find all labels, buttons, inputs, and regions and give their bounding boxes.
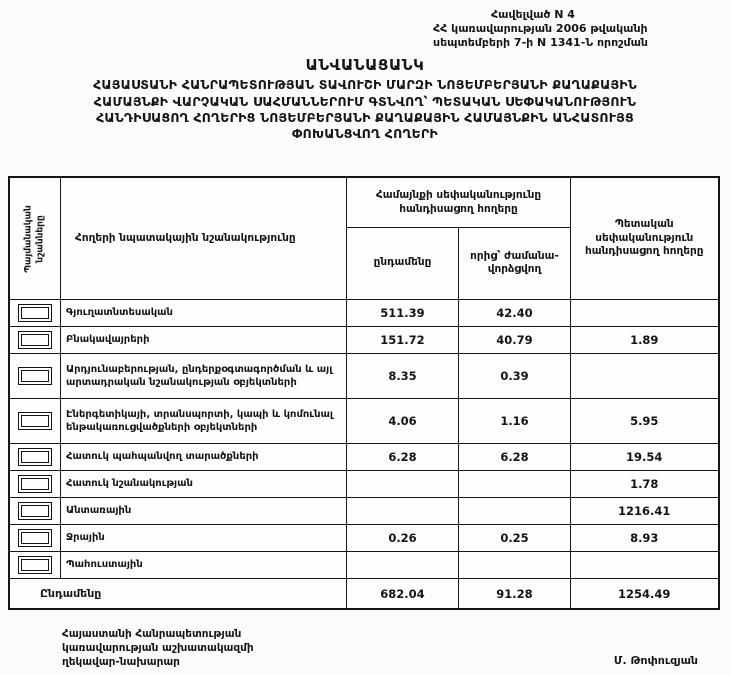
community-total-header: ընդամենը bbox=[347, 227, 459, 299]
purpose-cell: Արդյունաբերության, ընդերքօգտագործման և այլ արտադրական նշանակության օբյեկտների bbox=[61, 353, 347, 398]
community-leased-cell bbox=[459, 551, 571, 578]
signs-column-header-wrap bbox=[13, 181, 57, 297]
annex-line: սեպտեմբերի 7-ի N 1341-Ն որոշման bbox=[433, 35, 648, 49]
subtitle-line: ՀԱՄԱՅՆՔԻ ՎԱՐՉԱԿԱՆ ՍԱՀՄԱՆՆԵՐՈՒՄ ԳՏՆՎՈՂ՝ ՊԵՏԱԿԱՆ ՍԵՓԱԿԱՆՈՒԹՅՈՒՆ bbox=[93, 93, 637, 109]
subtitle-line: ՀԱՆԴԻՍԱՑՈՂ ՀՈՂԵՐԻՑ ՆՈՅԵՄԲԵՐՅԱՆԻ ՔԱՂԱՔԱՅԻՆ ՀԱՄԱՅՆՔԻՆ ԱՆՀԱՏՈՒՅՑ bbox=[96, 109, 634, 125]
state-cell: 1.89 bbox=[571, 326, 719, 353]
subtitle-line: ՓՈԽԱՆՑՎՈՂ ՀՈՂԵՐԻ bbox=[292, 126, 438, 141]
conventional-sign-box bbox=[21, 505, 49, 517]
community-total-cell: 6.28 bbox=[347, 443, 459, 470]
community-leased-cell: 6.28 bbox=[459, 443, 571, 470]
purpose-cell: Գյուղատնտեսական bbox=[61, 299, 347, 326]
conventional-sign-box bbox=[21, 415, 49, 427]
community-total-cell: 0.26 bbox=[347, 524, 459, 551]
purpose-cell: Հատուկ պահպանվող տարածքների bbox=[61, 443, 347, 470]
community-total-cell bbox=[347, 551, 459, 578]
state-cell: 1.78 bbox=[571, 470, 719, 497]
community-total-cell: 511.39 bbox=[347, 299, 459, 326]
signs-column-header-label: Պայմանական նշանները bbox=[23, 204, 45, 273]
community-leased-cell: 0.25 bbox=[459, 524, 571, 551]
community-leased-cell: 40.79 bbox=[459, 326, 571, 353]
sign-cell bbox=[9, 299, 61, 326]
signs-column-header bbox=[9, 177, 61, 299]
total-community-total-cell: 682.04 bbox=[347, 578, 459, 609]
community-total-cell bbox=[347, 497, 459, 524]
conventional-sign-box bbox=[21, 370, 49, 382]
document-title: ԱՆՎԱՆԱՑԱՆԿ bbox=[305, 56, 425, 75]
annex-note bbox=[433, 8, 730, 49]
total-row bbox=[9, 578, 719, 609]
table-row bbox=[9, 398, 719, 443]
community-leased-cell: 0.39 bbox=[459, 353, 571, 398]
purpose-cell: Էներգետիկայի, տրանսպորտի, կապի և կոմունալ ենթակառուցվածքների օբյեկտների bbox=[61, 398, 347, 443]
total-label: Ընդամենը bbox=[9, 578, 347, 609]
conventional-sign-box bbox=[21, 478, 49, 490]
community-leased-header: որից՝ ժամանա-վորձցվող bbox=[459, 227, 571, 299]
state-cell: 5.95 bbox=[571, 398, 719, 443]
table-row bbox=[9, 299, 719, 326]
community-leased-cell bbox=[459, 470, 571, 497]
sign-cell bbox=[9, 524, 61, 551]
total-community-leased-cell: 91.28 bbox=[459, 578, 571, 609]
table-row bbox=[9, 443, 719, 470]
signatory-name: Մ. Թոփուզյան bbox=[613, 653, 698, 667]
footer bbox=[62, 628, 698, 669]
sign-cell bbox=[9, 470, 61, 497]
signatory-title-line: Հայաստանի Հանրապետության bbox=[62, 628, 242, 641]
sign-cell bbox=[9, 551, 61, 578]
purpose-cell: Անտառային bbox=[61, 497, 347, 524]
table-row bbox=[9, 497, 719, 524]
state-cell: 19.54 bbox=[571, 443, 719, 470]
signatory-title bbox=[62, 628, 254, 669]
community-leased-cell: 42.40 bbox=[459, 299, 571, 326]
community-leased-cell: 1.16 bbox=[459, 398, 571, 443]
total-state-cell: 1254.49 bbox=[571, 578, 719, 609]
community-total-cell: 4.06 bbox=[347, 398, 459, 443]
sign-cell bbox=[9, 497, 61, 524]
table-row bbox=[9, 524, 719, 551]
community-group-header: Համայնքի սեփականությունը հանդիսացող հողերը bbox=[347, 177, 571, 227]
sign-cell bbox=[9, 443, 61, 470]
table-row bbox=[9, 353, 719, 398]
state-cell bbox=[571, 299, 719, 326]
land-transfer-table bbox=[8, 176, 720, 610]
sign-cell bbox=[9, 326, 61, 353]
purpose-column-header: Հողերի նպատակային նշանակությունը bbox=[61, 177, 347, 299]
purpose-cell: Հատուկ նշանակության bbox=[61, 470, 347, 497]
community-total-cell bbox=[347, 470, 459, 497]
state-cell bbox=[571, 551, 719, 578]
community-total-cell: 151.72 bbox=[347, 326, 459, 353]
state-cell: 1216.41 bbox=[571, 497, 719, 524]
state-cell: 8.93 bbox=[571, 524, 719, 551]
table-row bbox=[9, 551, 719, 578]
annex-line: Հավելված N 4 bbox=[491, 8, 575, 21]
conventional-sign-box bbox=[21, 307, 49, 319]
annex-line: ՀՀ կառավարության 2006 թվականի bbox=[433, 21, 648, 35]
table-row bbox=[9, 470, 719, 497]
document-subtitle bbox=[0, 77, 730, 142]
table-row bbox=[9, 326, 719, 353]
purpose-cell: Բնակավայրերի bbox=[61, 326, 347, 353]
state-cell bbox=[571, 353, 719, 398]
sign-cell bbox=[9, 353, 61, 398]
community-total-cell: 8.35 bbox=[347, 353, 459, 398]
purpose-cell: Ջրային bbox=[61, 524, 347, 551]
conventional-sign-box bbox=[21, 451, 49, 463]
conventional-sign-box bbox=[21, 334, 49, 346]
conventional-sign-box bbox=[21, 559, 49, 571]
title-block bbox=[0, 56, 730, 142]
conventional-sign-box bbox=[21, 532, 49, 544]
purpose-cell: Պահուստային bbox=[61, 551, 347, 578]
signatory-title-line: ղեկավար-նախարար bbox=[62, 655, 180, 668]
state-column-header: Պետական սեփականություն հանդիսացող հողերը bbox=[571, 177, 719, 299]
subtitle-line: ՀԱՅԱՍՏԱՆԻ ՀԱՆՐԱՊԵՏՈՒԹՅԱՆ ՏԱՎՈՒՇԻ ՄԱՐԶԻ ՆՈՅԵՄԲԵՐՅԱՆԻ ՔԱՂԱՔԱՅԻՆ bbox=[93, 77, 637, 93]
community-leased-cell bbox=[459, 497, 571, 524]
signatory-title-line: կառավարության աշխատակազմի bbox=[62, 641, 254, 654]
sign-cell bbox=[9, 398, 61, 443]
